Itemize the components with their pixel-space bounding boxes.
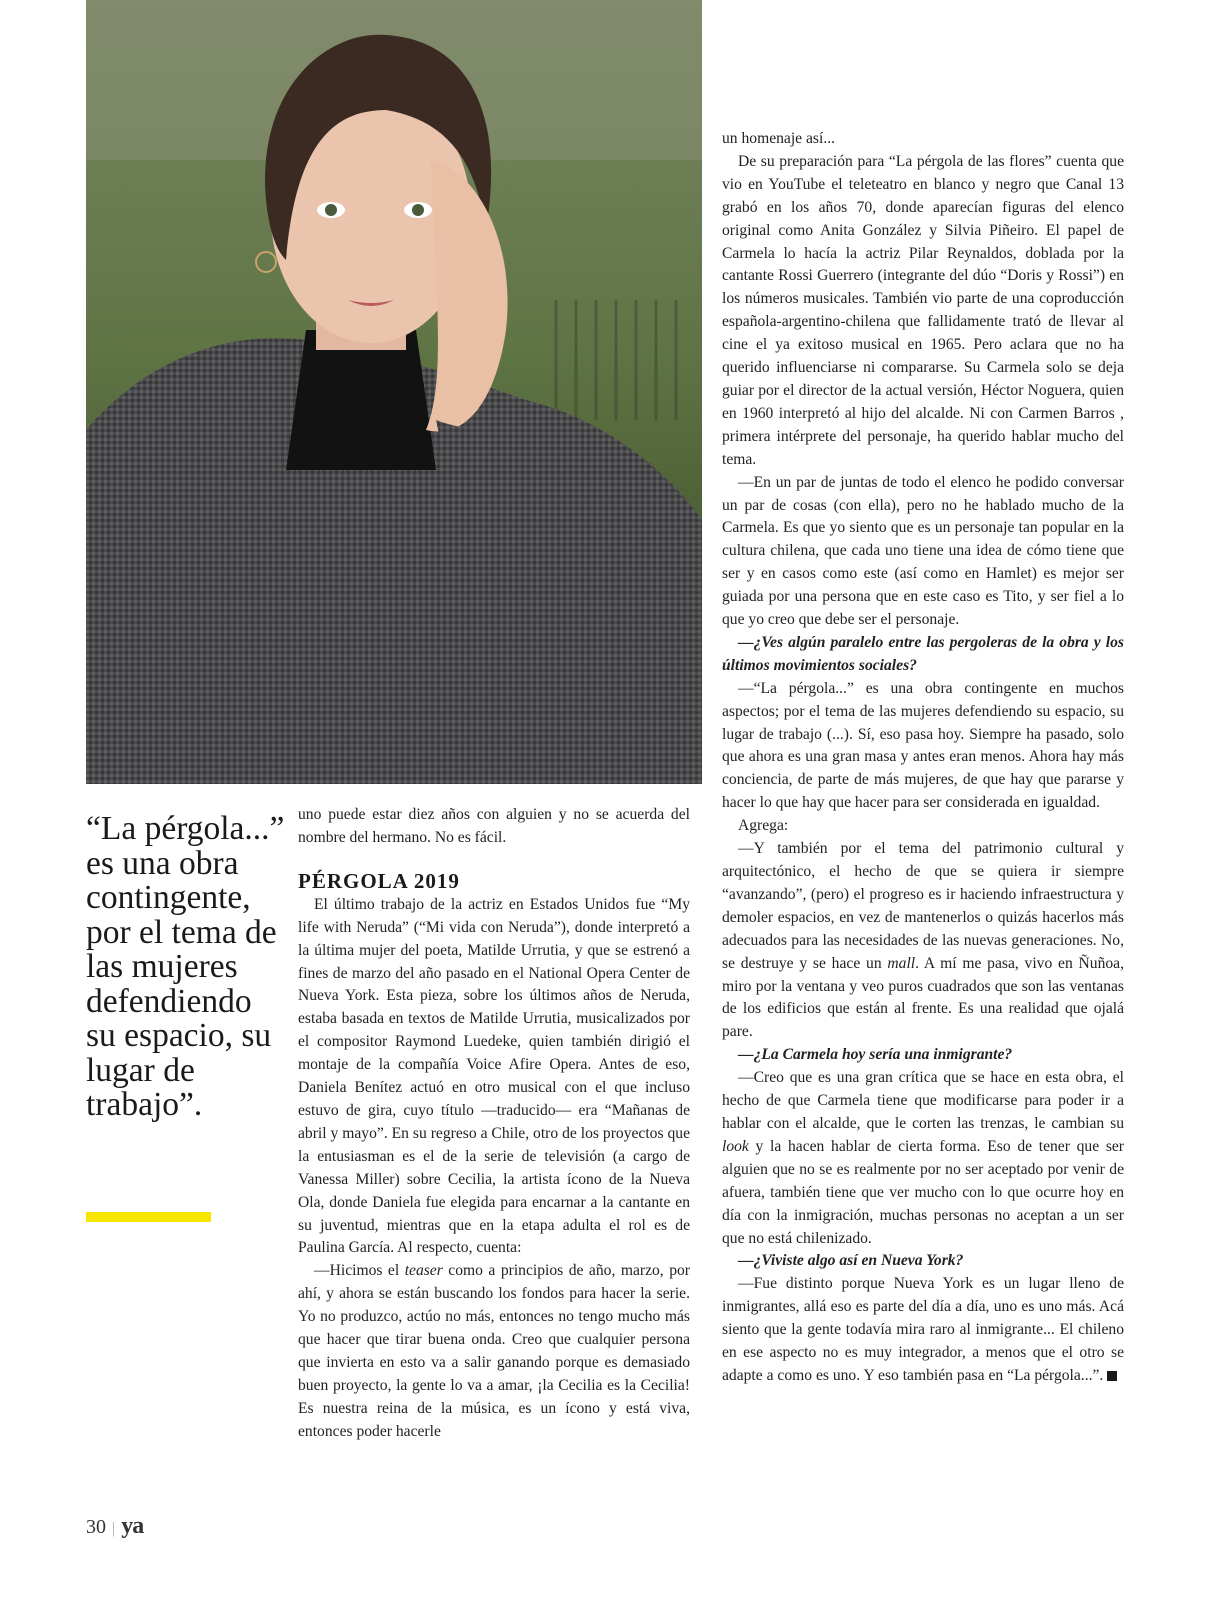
- page-number: 30: [86, 1516, 106, 1538]
- paragraph: —“La pérgola...” es una obra contingente en muchos aspectos; por el tema de las mujeres defendiendo su espacio, su lugar de trabajo (...). Sí, eso pasa hoy. Siempre ha pasado, solo que ahora es una gran masa y antes eran menos. Ahora hay más conciencia, de parte de más mujeres, de que hay que pararse y hacer lo que hay que hacer para ser considerada en igualdad.: [722, 679, 1124, 812]
- article-column-right: [722, 128, 1124, 1388]
- portrait-photo: [86, 0, 702, 784]
- article-column-middle: [298, 804, 690, 1444]
- pull-quote-accent-bar: [86, 1212, 211, 1222]
- paragraph: —Y también por el tema del patrimonio cultural y arquitectónico, el hecho de que se quiera ir siempre “avanzando”, (pero) el progreso es ir haciendo infraestructura y demoler espacios, en vez de mantenerlos o quizás hacerlos más adecuados para las necesidades de las nuevas generaciones. No, se destruye y se hace un mall. A mí me pasa, vivo en Ñuñoa, miro por la ventana y veo puros cuadrados que son las ventanas de los edificios que están al frente. Es una realidad que ojalá pare.: [722, 840, 1124, 1041]
- interview-question: —¿Ves algún paralelo entre las pergoleras de la obra y los últimos movimientos sociales?: [722, 633, 1124, 674]
- paragraph: —Creo que es una gran crítica que se hace en esta obra, el hecho de que Carmela tiene que modificarse para poder ir a hablar con el alcalde, que le corten las trenzas, le cambian su look y la hacen hablar de cierta forma. Eso de tener que ser alguien que no se es realmente por no ser aceptado por venir de afuera, también tiene que ver mucho con lo que ocurre hoy en día con la inmigración, muchas personas no aceptan a un ser que no está chilenizado.: [722, 1069, 1124, 1247]
- paragraph: —Fue distinto porque Nueva York es un lugar lleno de inmigrantes, allá eso es parte del día a día, uno es uno más. Acá siento que la gente todavía mira raro al inmigrante... El chileno en ese aspecto no es muy integrador, a menos que el otro se adapte a como es uno. Y eso también pasa en “La pérgola...”.: [722, 1275, 1124, 1384]
- paragraph: —Hicimos el teaser como a principios de año, marzo, por ahí, y ahora se están buscando los fondos para hacer la serie. Yo no produzco, actúo no más, entonces no tengo mucho más que hacer que tirar buena onda. Creo que cualquier persona que invierta en esto va a salir ganando porque es demasiado buen proyecto, la gente lo va a amar, ¡la Cecilia es la Cecilia! Es nuestra reina de la música, es un ícono y está viva, entonces poder hacerle: [298, 1262, 690, 1440]
- paragraph-continuation: un homenaje así...: [722, 130, 836, 147]
- paragraph: De su preparación para “La pérgola de las flores” cuenta que vio en YouTube el teleteatro en blanco y negro que Canal 13 grabó en los años 70, donde aparecían figuras del elenco original como Anita González y Silvia Piñeiro. El papel de Carmela lo hacía la actriz Pilar Reynaldos, doblada por la cantante Rossi Guerrero (integrante del dúo “Doris y Rossi”) en los números musicales. También vio parte de una coproducción española-argentino-chilena que fallidamente trató de llevar al cine el ya exitoso musical en 1965. Pero aclara que no ha querido influenciarse ni compararse. Su Carmela solo se deja guiar por el director de la actual versión, Héctor Noguera, quien en 1960 interpretó al hijo del alcalde. Ni con Carmen Barros , primera intérprete del personaje, ha querido hablar mucho del tema.: [722, 152, 1124, 468]
- footer-separator: |: [112, 1520, 116, 1537]
- paragraph-continuation: uno puede estar diez años con alguien y no se acuerda del nombre del hermano. No es fácil.: [298, 806, 690, 846]
- paragraph: Agrega:: [738, 817, 789, 835]
- portrait-illustration: [86, 0, 702, 784]
- paragraph: —En un par de juntas de todo el elenco he podido conversar un par de cosas (con ella), pero no he hablado mucho de la Carmela. Es que yo siento que es un personaje tan popular en la cultura chilena, que cada uno tiene una idea de cómo tiene que ser y en casos como este (así como en Hamlet) es mejor ser guiada por una persona que en este caso es Tito, y ser fiel a lo que yo creo que debe ser el personaje.: [722, 473, 1124, 629]
- interview-question: —¿Viviste algo así en Nueva York?: [738, 1252, 964, 1270]
- emphasis: look: [722, 1137, 749, 1155]
- end-of-article-mark: [1107, 1371, 1117, 1381]
- emphasis: teaser: [404, 1262, 443, 1280]
- page-footer: [86, 1513, 143, 1540]
- paragraph: El último trabajo de la actriz en Estados Unidos fue “My life with Neruda” (“Mi vida con Neruda”), donde interpretó a la última mujer del poeta, Matilde Urrutia, y que se estrenó a fines de marzo del año pasado en el National Opera Center de Nueva York. Esta pieza, sobre los últimos años de Neruda, estaba basada en textos de Matilde Urrutia, musicalizados por el compositor Raymond Luedeke, quien también dirigió el montaje de la compañía Voice Afire Opera. Antes de eso, Daniela Benítez actuó en otro musical con el que incluso estuvo de gira, cuyo título —traducido— era “Mañanas de abril y mayo”. En su regreso a Chile, otro de los proyectos que la entusiasman es el de la serie de televisión (a cargo de Vanessa Miller) sobre Cecilia, la artista ícono de la Nueva Ola, donde Daniela fue elegida para encarnar a la cantante en su juventud, mientras que en la etapa adulta el rol es de Paulina García. Al respecto, cuenta:: [298, 895, 690, 1257]
- section-heading: PÉRGOLA 2019: [298, 868, 460, 893]
- interview-question: —¿La Carmela hoy sería una inmigrante?: [738, 1046, 1013, 1064]
- magazine-logo: ya: [121, 1513, 144, 1539]
- pull-quote: “La pérgola...” es una obra contingente, por el tema de las mujeres defendiendo su espacio, su lugar de trabajo”.: [86, 810, 285, 1123]
- emphasis: mall: [887, 954, 916, 972]
